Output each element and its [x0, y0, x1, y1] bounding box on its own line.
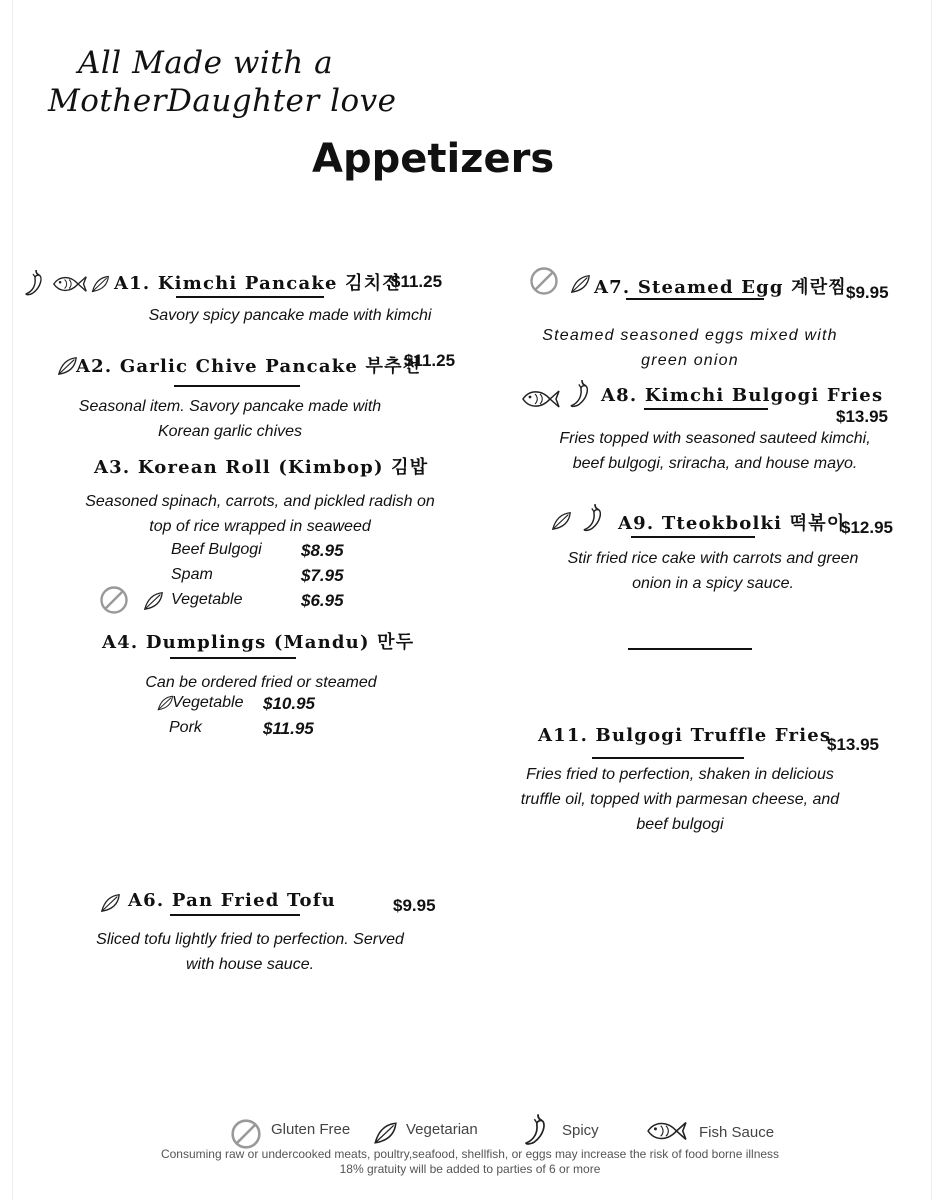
item-a3-option-price: $7.95 [301, 566, 344, 585]
legend-spicy: Spicy [562, 1122, 599, 1139]
item-a7-title: A7. Steamed Egg 계란찜 [594, 277, 847, 298]
no-gluten-icon [99, 585, 129, 615]
item-a2-title: A2. Garlic Chive Pancake 부추전 [76, 356, 422, 377]
leaf-icon [99, 892, 121, 914]
item-a9-description-line-1: Stir fried rice cake with carrots and green [567, 550, 859, 567]
legend-gluten-free: Gluten Free [271, 1121, 351, 1138]
legend-vegetarian: Vegetarian [406, 1121, 478, 1138]
fish-icon [521, 387, 561, 411]
item-a2-description-line-2: Korean garlic chives [157, 423, 303, 440]
item-a11-price: $13.95 [827, 735, 879, 754]
leaf-icon [90, 274, 110, 294]
item-a3-option-price: $8.95 [301, 541, 344, 560]
no-gluten-icon [529, 266, 559, 296]
item-a6-description-line-2: with house sauce. [185, 956, 315, 973]
item-a11-description-line-1: Fries fried to perfection, shaken in delicious [526, 766, 834, 783]
item-a3-option-name: Vegetable [171, 591, 243, 608]
leaf-icon [550, 510, 572, 532]
fish-icon [646, 1118, 688, 1144]
item-a4-option-price: $11.95 [263, 719, 314, 738]
item-a7-description-line-1: Steamed seasoned eggs mixed with [542, 327, 838, 344]
item-a11-underline [592, 757, 744, 759]
item-a11-title: A11. Bulgogi Truffle Fries [538, 725, 832, 746]
item-a3-option-price: $6.95 [301, 591, 344, 610]
item-a2-description-line-1: Seasonal item. Savory pancake made with [78, 398, 382, 415]
item-a6-description-line-1: Sliced tofu lightly fried to perfection. Served [96, 931, 404, 948]
item-a6-underline [170, 914, 300, 916]
item-a9-title: A9. Tteokbolki 떡볶이 [618, 513, 846, 534]
item-a3-option-name: Spam [171, 566, 213, 583]
item-a2-price: $11.25 [404, 351, 456, 370]
fish-icon [52, 273, 88, 295]
page-title: Appetizers [312, 136, 555, 182]
item-a4-title: A4. Dumplings (Mandu) 만두 [102, 632, 415, 653]
item-a7-price: $9.95 [846, 283, 889, 302]
legend-fish-sauce: Fish Sauce [699, 1124, 775, 1141]
item-a6-title: A6. Pan Fried Tofu [128, 890, 336, 911]
chili-pepper-icon [523, 1112, 553, 1148]
item-a1-title: A1. Kimchi Pancake 김치전 [114, 273, 401, 294]
item-a11-description-line-3: beef bulgogi [636, 816, 724, 833]
disclaimer-line-1: Consuming raw or undercooked meats, poultry,seafood, shellfish, or eggs may increase the risk of food borne illness [160, 1147, 780, 1161]
item-a8-description-line-1: Fries topped with seasoned sauteed kimchi, [559, 430, 871, 447]
section-divider [628, 648, 752, 650]
item-a1-description: Savory spicy pancake made with kimchi [148, 307, 432, 324]
item-a8-underline [644, 408, 768, 410]
item-a4-option-name: Pork [169, 719, 202, 736]
item-a11-description-line-2: truffle oil, topped with parmesan cheese, and [520, 791, 840, 808]
item-a8-description-line-2: beef bulgogi, sriracha, and house mayo. [572, 455, 858, 472]
item-a8-title: A8. Kimchi Bulgogi Fries [601, 385, 884, 406]
item-a4-underline [170, 657, 296, 659]
chili-pepper-icon [582, 502, 608, 534]
no-gluten-icon [230, 1118, 262, 1150]
item-a3-option-name: Beef Bulgogi [171, 541, 262, 558]
item-a9-underline [631, 536, 755, 538]
leaf-icon [372, 1120, 398, 1146]
item-a7-description-line-2: green onion [641, 352, 739, 369]
item-a3-title: A3. Korean Roll (Kimbop) 김밥 [94, 457, 429, 478]
chili-pepper-icon [24, 268, 48, 298]
chili-pepper-icon [569, 378, 595, 410]
item-a9-price: $12.95 [841, 518, 893, 537]
disclaimer-line-2: 18% gratuity will be added to parties of 6 or more [339, 1162, 601, 1176]
item-a6-price: $9.95 [393, 896, 436, 915]
item-a4-option-name: Vegetable [172, 694, 244, 711]
item-a2-underline [174, 385, 300, 387]
item-a8-price: $13.95 [836, 407, 888, 426]
item-a1-underline [176, 296, 324, 298]
tagline-line-1: All Made with a [78, 45, 334, 81]
item-a1-price: $11.25 [391, 272, 443, 291]
item-a4-option-price: $10.95 [263, 694, 315, 713]
item-a7-underline [626, 298, 764, 300]
item-a3-description-line-2: top of rice wrapped in seaweed [149, 518, 371, 535]
leaf-icon [569, 273, 591, 295]
leaf-icon [142, 590, 164, 612]
item-a4-description: Can be ordered fried or steamed [145, 674, 377, 691]
item-a9-description-line-2: onion in a spicy sauce. [632, 575, 794, 592]
tagline-line-2: MotherDaughter love [48, 83, 397, 119]
leaf-icon [56, 355, 78, 377]
item-a3-description-line-1: Seasoned spinach, carrots, and pickled radish on [85, 493, 435, 510]
